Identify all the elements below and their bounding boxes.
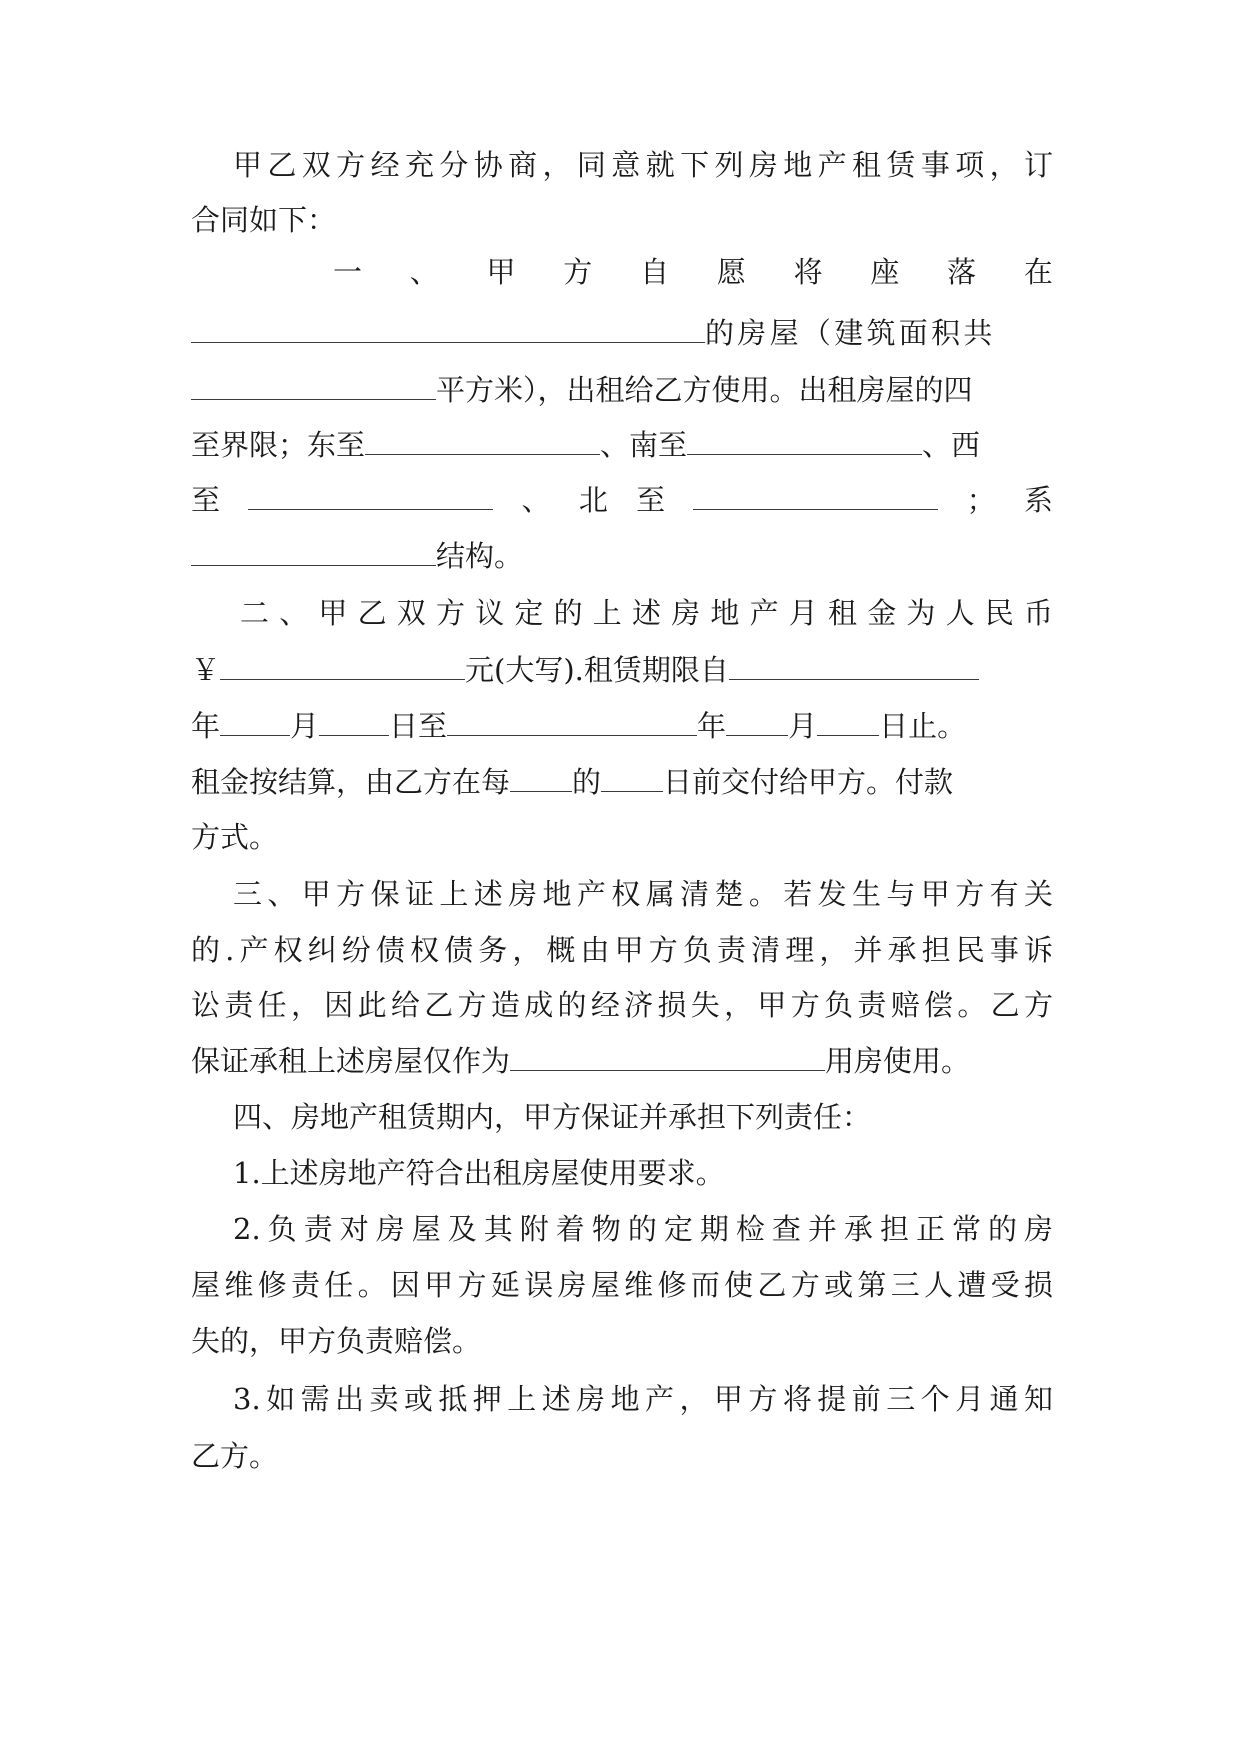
clause2-line-2 — [191, 649, 1053, 689]
clause1-char: 一 — [333, 255, 363, 289]
clause4-heading: 四、房地产租赁期内，甲方保证并承担下列责任： — [233, 1100, 872, 1134]
clause1-line-5 — [191, 479, 1053, 519]
payment-day-blank[interactable] — [601, 761, 663, 792]
clause1-char: 愿 — [716, 255, 746, 289]
clause3-line-2: 的.产权纠纷债权债务，概由甲方负责清理，并承担民事诉 — [191, 933, 1053, 967]
year-label: 年 — [191, 709, 221, 743]
payment-text-2: 日前交付给甲方。付款 — [663, 765, 954, 799]
end-year-blank[interactable] — [447, 705, 697, 736]
clause4-item-2-line-3: 失的，甲方负责赔偿。 — [191, 1324, 482, 1358]
location-blank[interactable] — [191, 312, 705, 343]
clause4-item-3-line-2: 乙方。 — [191, 1439, 279, 1473]
clause3-line-3: 讼责任，因此给乙方造成的经济损失，甲方负责赔偿。乙方 — [191, 988, 1053, 1022]
payment-text: 租金按结算，由乙方在每 — [191, 765, 511, 799]
clause3-line-4 — [191, 1040, 1053, 1080]
clause1-line-4 — [191, 424, 1053, 464]
clause1-line-6 — [191, 535, 1053, 575]
intro-line-1: 甲乙双方经充分协商，同意就下列房地产租赁事项，订 — [233, 148, 1053, 182]
clause1-line-3-text: 平方米），出租给乙方使用。出租房屋的四 — [436, 373, 973, 407]
separator: 、 — [521, 483, 551, 517]
start-day-blank[interactable] — [319, 705, 389, 736]
end-month-blank[interactable] — [726, 705, 788, 736]
clause1-line-3 — [191, 369, 1053, 409]
boundary-label: 至界限；东至 — [191, 428, 366, 462]
day-to-label: 日至 — [389, 709, 448, 743]
clause1-char: 自 — [640, 255, 670, 289]
currency-symbol: ￥ — [191, 653, 221, 687]
clause4-item-3-line-1: 3.如需出卖或抵押上述房地产，甲方将提前三个月通知 — [233, 1382, 1053, 1416]
clause1-char: 方 — [563, 255, 593, 289]
clause1-char: 座 — [870, 255, 900, 289]
clause2-line-4 — [191, 761, 1053, 801]
usage-blank[interactable] — [510, 1040, 825, 1071]
clause1-char: 甲 — [486, 255, 516, 289]
clause1-line-1 — [333, 252, 1053, 292]
end-day-blank[interactable] — [817, 705, 879, 736]
west-label-2: 至 — [191, 483, 221, 517]
month-label: 月 — [290, 709, 320, 743]
intro-line-2: 合同如下： — [191, 203, 337, 237]
west-boundary-blank[interactable] — [248, 479, 493, 510]
clause1-line-2-text: 的房屋（建筑面积共 — [705, 316, 996, 350]
north-boundary-blank[interactable] — [693, 479, 938, 510]
clause1-line-6-text: 结构。 — [436, 539, 524, 573]
clause4-item-1: 1.上述房地产符合出租房屋使用要求。 — [233, 1156, 725, 1190]
clause1-char: 在 — [1023, 255, 1053, 289]
clause1-char: 、 — [409, 255, 439, 289]
month-label-2: 月 — [788, 709, 818, 743]
clause1-line-2 — [191, 312, 1053, 352]
east-boundary-blank[interactable] — [365, 424, 600, 455]
clause2-line-3 — [191, 705, 1053, 745]
usage-text: 保证承租上述房屋仅作为 — [191, 1044, 511, 1078]
lease-start-blank[interactable] — [729, 649, 979, 680]
clause4-item-2-line-2: 屋维修责任。因甲方延误房屋维修而使乙方或第三人遭受损 — [191, 1268, 1053, 1302]
payment-period-blank[interactable] — [510, 761, 572, 792]
south-boundary-blank[interactable] — [687, 424, 922, 455]
north-char-1: 北 — [578, 483, 608, 517]
clause2-line-1: 二、甲乙双方议定的上述房地产月租金为人民币 — [240, 596, 1053, 630]
south-label: 、南至 — [600, 428, 688, 462]
structure-label: 系 — [1023, 483, 1053, 517]
of-label: 的 — [572, 765, 602, 799]
clause1-char: 落 — [947, 255, 977, 289]
semicolon: ； — [966, 483, 996, 517]
clause1-char: 将 — [793, 255, 823, 289]
clause3-line-1: 三、甲方保证上述房地产权属清楚。若发生与甲方有关 — [233, 877, 1053, 911]
year-label-2: 年 — [697, 709, 727, 743]
clause4-item-2-line-1: 2.负责对房屋及其附着物的定期检查并承担正常的房 — [233, 1212, 1053, 1246]
rent-amount-blank[interactable] — [220, 649, 465, 680]
start-month-blank[interactable] — [220, 705, 290, 736]
north-char-2: 至 — [636, 483, 666, 517]
clause2-line-5: 方式。 — [191, 820, 279, 854]
west-label: 、西 — [922, 428, 981, 462]
rent-text: 元(大写).租赁期限自 — [465, 653, 729, 687]
day-end-label: 日止。 — [879, 709, 967, 743]
structure-blank[interactable] — [191, 535, 436, 566]
area-blank[interactable] — [191, 369, 436, 400]
usage-text-2: 用房使用。 — [825, 1044, 971, 1078]
